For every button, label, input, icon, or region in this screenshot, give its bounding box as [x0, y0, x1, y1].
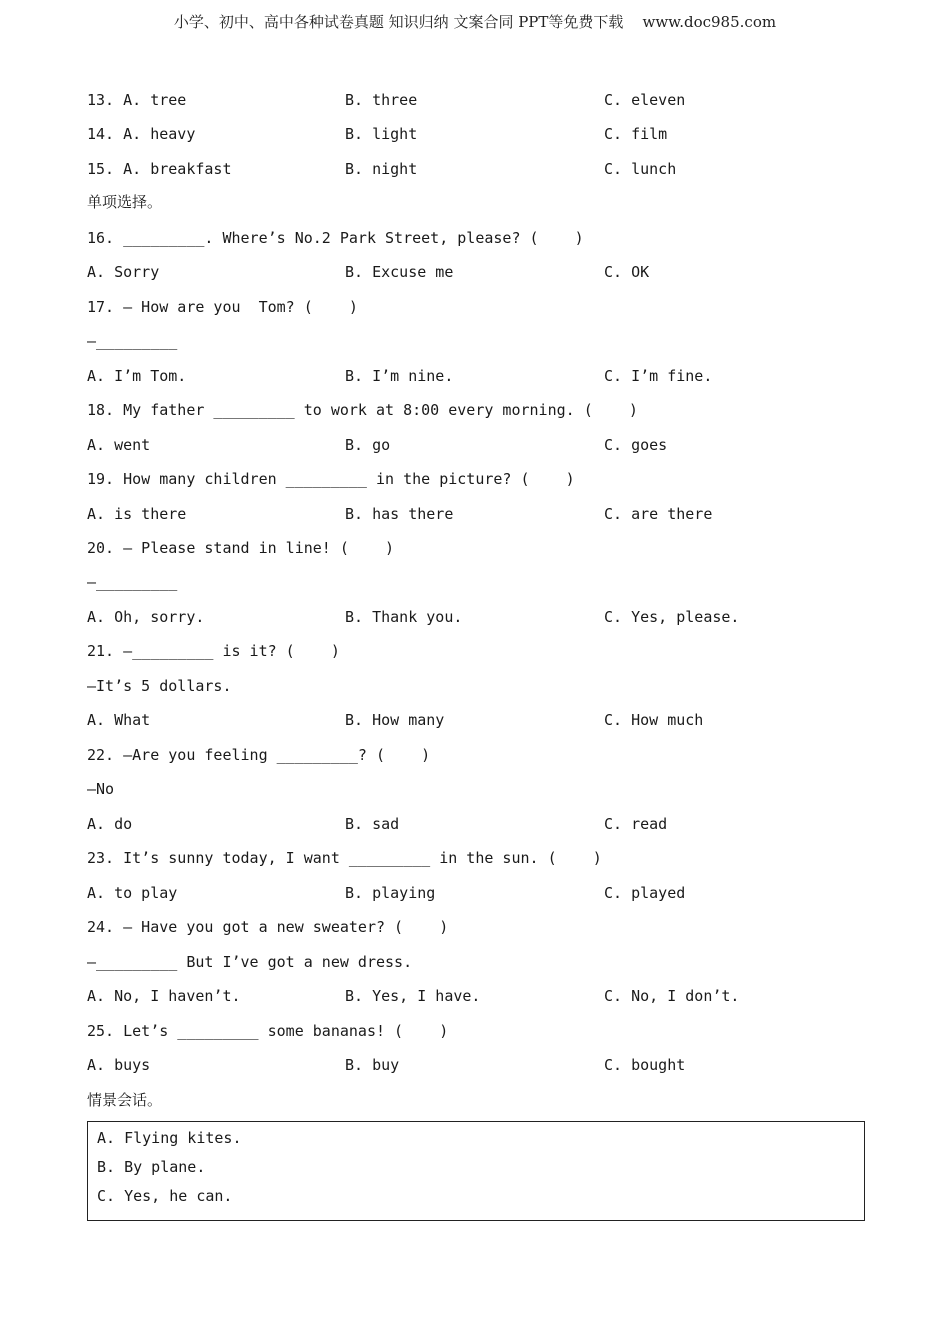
q13-option-a: 13. A. tree: [87, 91, 187, 109]
q19-option-b: B. has there: [345, 505, 454, 523]
q17-stem: 17. — How are you Tom? ( ): [87, 298, 358, 316]
q21-option-b: B. How many: [345, 711, 445, 729]
q18-option-c: C. goes: [604, 436, 668, 454]
q15-option-c: C. lunch: [604, 160, 677, 178]
q21-reply: —It’s 5 dollars.: [87, 677, 232, 695]
box-option-a: A. Flying kites.: [97, 1129, 242, 1147]
q18-stem: 18. My father _________ to work at 8:00 every morning. ( ): [87, 401, 638, 419]
q19-option-a: A. is there: [87, 505, 187, 523]
q22-option-b: B. sad: [345, 815, 400, 833]
q21-option-c: C. How much: [604, 711, 704, 729]
q15-option-b: B. night: [345, 160, 418, 178]
q24-option-a: A. No, I haven’t.: [87, 987, 241, 1005]
q24-option-c: C. No, I don’t.: [604, 987, 740, 1005]
q22-stem: 22. —Are you feeling _________? ( ): [87, 746, 431, 764]
q20-stem: 20. — Please stand in line! ( ): [87, 539, 395, 557]
q19-stem: 19. How many children _________ in the picture? ( ): [87, 470, 575, 488]
q14-option-c: C. film: [604, 125, 668, 143]
q23-option-a: A. to play: [87, 884, 178, 902]
q25-option-c: C. bought: [604, 1056, 686, 1074]
q24-option-b: B. Yes, I have.: [345, 987, 481, 1005]
q21-stem: 21. —_________ is it? ( ): [87, 642, 340, 660]
section-title-dialogue: 情景会话。: [87, 1091, 163, 1109]
q20-option-a: A. Oh, sorry.: [87, 608, 205, 626]
q21-option-a: A. What: [87, 711, 151, 729]
q20-option-c: C. Yes, please.: [604, 608, 740, 626]
q23-option-b: B. playing: [345, 884, 436, 902]
q23-option-c: C. played: [604, 884, 686, 902]
q19-option-c: C. are there: [604, 505, 713, 523]
q17-option-c: C. I’m fine.: [604, 367, 713, 385]
q14-option-a: 14. A. heavy: [87, 125, 196, 143]
section-title-single-choice: 单项选择。: [87, 193, 163, 211]
q17-option-a: A. I’m Tom.: [87, 367, 187, 385]
q23-stem: 23. It’s sunny today, I want _________ in the sun. ( ): [87, 849, 602, 867]
q25-option-a: A. buys: [87, 1056, 151, 1074]
q17-reply: —_________: [87, 332, 178, 350]
q24-stem: 24. — Have you got a new sweater? ( ): [87, 918, 449, 936]
q16-option-b: B. Excuse me: [345, 263, 454, 281]
q16-option-a: A. Sorry: [87, 263, 160, 281]
q25-stem: 25. Let’s _________ some bananas! ( ): [87, 1022, 449, 1040]
q24-reply: —_________ But I’ve got a new dress.: [87, 953, 413, 971]
box-option-b: B. By plane.: [97, 1158, 206, 1176]
q25-option-b: B. buy: [345, 1056, 400, 1074]
q15-option-a: 15. A. breakfast: [87, 160, 232, 178]
q20-option-b: B. Thank you.: [345, 608, 463, 626]
dialogue-options-box: [87, 1121, 865, 1221]
q16-stem: 16. _________. Where’s No.2 Park Street, please? ( ): [87, 229, 584, 247]
q22-reply: —No: [87, 780, 115, 798]
q17-option-b: B. I’m nine.: [345, 367, 454, 385]
q13-option-c: C. eleven: [604, 91, 686, 109]
q18-option-b: B. go: [345, 436, 391, 454]
box-option-c: C. Yes, he can.: [97, 1187, 233, 1205]
q14-option-b: B. light: [345, 125, 418, 143]
q20-reply: —_________: [87, 573, 178, 591]
q16-option-c: C. OK: [604, 263, 650, 281]
page-header: 小学、初中、高中各种试卷真题 知识归纳 文案合同 PPT等免费下载 www.doc985.com: [173, 13, 777, 31]
q22-option-c: C. read: [604, 815, 668, 833]
q13-option-b: B. three: [345, 91, 418, 109]
q18-option-a: A. went: [87, 436, 151, 454]
q22-option-a: A. do: [87, 815, 133, 833]
